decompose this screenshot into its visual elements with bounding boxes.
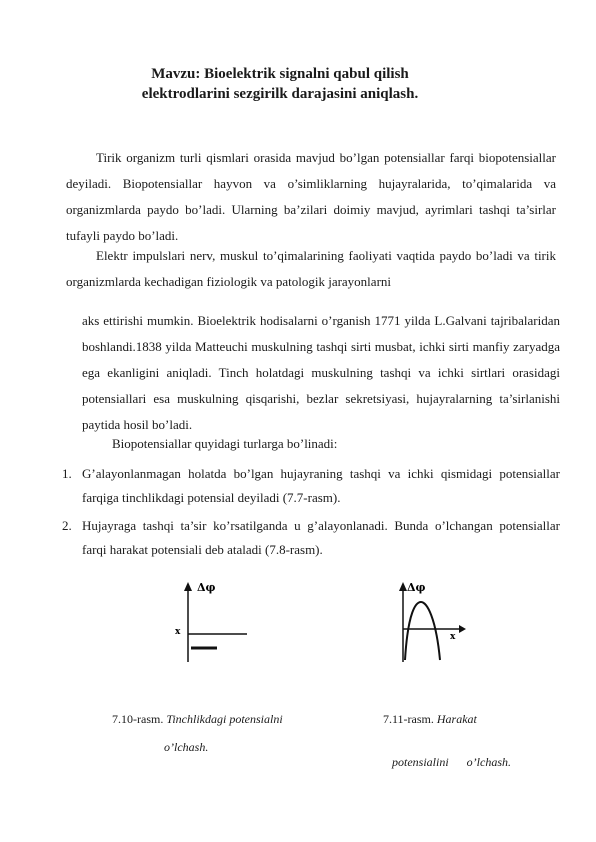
- figure-caption-continued: o’lchash.: [164, 740, 209, 754]
- document-title: [80, 64, 480, 104]
- caption-text: Harakat: [436, 712, 477, 726]
- y-axis-arrow: [184, 582, 192, 591]
- x-axis-arrow: [459, 625, 466, 633]
- list-item-text: Hujayraga tashqi ta’sir ko’rsatilganda u g’alayonlanadi. Bunda o’lchangan potensiallar farqi harakat potensiali deb ataladi (7.8-rasm).: [82, 518, 560, 557]
- list-item: [62, 462, 560, 510]
- figure-action-potential: [380, 576, 480, 666]
- x-axis-label: x: [450, 632, 456, 642]
- list-item: [62, 514, 560, 562]
- caption-number: 7.10-rasm.: [112, 712, 164, 726]
- paragraph-biopotentials: Tirik organizm turli qismlari orasida mavjud bo’lgan potensiallar farqi biopotensiallar deyiladi. Biopotensiallar hayvon va o’simliklarning hujayralarida, to’qimalarida va organizmlarda paydo bo’ladi. Ularning ba’zilari doimiy mavjud, ayrimlari tashqi ta’sirlar tufayli paydo bo’ladi.: [66, 150, 556, 243]
- y-axis-label: Δφ: [197, 581, 216, 594]
- caption-text: Tinchlikdagi potensialni: [166, 712, 283, 726]
- y-axis-label: Δφ: [407, 581, 426, 594]
- list-item-text: G’alayonlanmagan holatda bo’lgan hujayraning tashqi va ichki qismidagi potensiallar farqiga tinchlikdagi potensial deyiladi (7.7-rasm).: [82, 466, 560, 505]
- title-line-1: Mavzu: Bioelektrik signalni qabul qilish: [151, 66, 409, 82]
- paragraph-history: aks ettirishi mumkin. Bioelektrik hodisalarni o’rganish 1771 yilda L.Galvani tajribalaridan boshlandi.1838 yilda Matteuchi muskulning tashqi sirti musbat, ichki sirti manfiy zaryadga ega ekanligini aniqladi. Tinch holatdagi muskulning tashqi va ichki sirtlari orasidagi potensiallari esa muskulning qisqarishi, bezlar sekretsiyasi, hujayralarning ta’sirlanishi paytida hosil bo’ladi.: [82, 313, 560, 432]
- action-potential-curve: [405, 602, 440, 660]
- figure-caption: [383, 712, 477, 727]
- figure-caption-continued: potensialini o’lchash.: [392, 755, 511, 769]
- title-line-2: elektrodlarini sezgirilk darajasini aniqlash.: [141, 86, 419, 102]
- paragraph-impulses: Elektr impulslari nerv, muskul to’qimalarining faoliyati vaqtida paydo bo’ladi va tirik organizmlarda kechadigan fiziologik va patologik jarayonlarni: [66, 248, 556, 289]
- figure-caption: [112, 712, 283, 727]
- list-lead: Biopotensiallar quyidagi turlarga bo’linadi:: [112, 436, 338, 451]
- x-axis-label: x: [175, 627, 181, 637]
- caption-number: 7.11-rasm.: [383, 712, 434, 726]
- list-item-number: 1.: [62, 466, 72, 481]
- list-item-number: 2.: [62, 518, 72, 533]
- y-axis-arrow: [399, 582, 407, 591]
- figure-resting-potential: [165, 576, 265, 666]
